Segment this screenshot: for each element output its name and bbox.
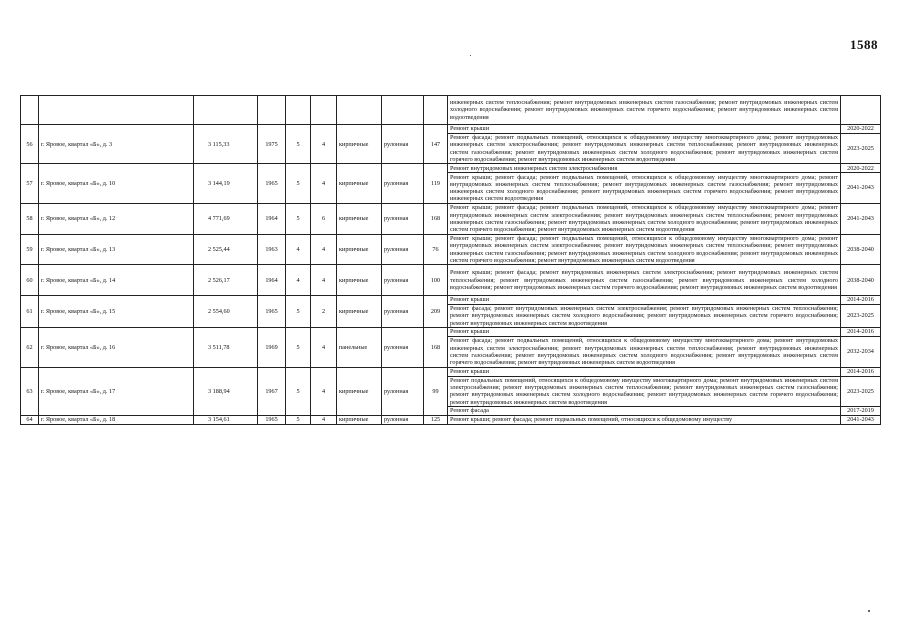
cell-period: 2020-2022	[841, 125, 881, 134]
cell-floors: 5	[286, 125, 311, 164]
cell-address	[39, 96, 194, 125]
cell-year: 1964	[258, 265, 286, 296]
cell-period: 2023-2025	[841, 304, 881, 327]
cell-roof: рулонная	[382, 328, 424, 367]
cell-roof: рулонная	[382, 296, 424, 328]
cell-roof: рулонная	[382, 164, 424, 203]
cell-work: Ремонт фасада; ремонт подвальных помещений, относящихся к общедомовому имуществу многоквартирного дома; ремонт внутридомовых инженерных систем электроснабжения; ремонт внутридомовых инженерных систем теплоснабжения; ремонт внутридомовых инженерных систем газоснабжения; ремонт внутридомовых инженерных систем холодного водоснабжения; ремонт внутридомовых инженерных систем горячего водоснабжения; ремонт внутридомовых инженерных систем водоотведения	[448, 133, 841, 164]
cell-entrances: 4	[311, 328, 337, 367]
cell-work: Ремонт подвальных помещений, относящихся к общедомовому имуществу многоквартирного дома; ремонт внутридомовых инженерных систем электроснабжения; ремонт внутридомовых инженерных систем теплоснабжения; ремонт внутридомовых инженерных систем газоснабжения; ремонт внутридомовых инженерных систем холодного водоснабжения; ремонт внутридомовых инженерных систем горячего водоснабжения; ремонт внутридомовых инженерных систем водоотведения	[448, 376, 841, 407]
cell-residents: 99	[424, 367, 448, 415]
cell-year: 1964	[258, 203, 286, 234]
cell-period: 2038-2040	[841, 234, 881, 265]
cell-floors: 5	[286, 296, 311, 328]
cell-work: Ремонт фасада	[448, 407, 841, 416]
cell-period	[841, 96, 881, 125]
cell-work: инженерных систем теплоснабжения; ремонт внутридомовых инженерных систем газоснабжения; ремонт внутридомовых инженерных систем холодного водоснабжения; ремонт внутридомовых инженерных систем горячего водоснабжения; ремонт внутридомовых инженерных систем водоотведения	[448, 96, 841, 125]
cell-wall: кирпичные	[337, 164, 382, 203]
cell-entrances	[311, 96, 337, 125]
cell-residents: 76	[424, 234, 448, 265]
cell-area	[194, 96, 258, 125]
cell-floors: 4	[286, 234, 311, 265]
table-row	[21, 265, 881, 296]
cell-period: 2020-2022	[841, 164, 881, 173]
table-row	[21, 203, 881, 234]
cell-num: 56	[21, 125, 39, 164]
cell-year: 1965	[258, 296, 286, 328]
cell-floors: 5	[286, 203, 311, 234]
cell-period: 2038-2040	[841, 265, 881, 296]
cell-entrances: 6	[311, 203, 337, 234]
cell-area: 2 554,60	[194, 296, 258, 328]
cell-roof: рулонная	[382, 367, 424, 415]
cell-address: г. Яровое, квартал «Б», д. 14	[39, 265, 194, 296]
cell-work: Ремонт крыши; ремонт фасада; ремонт подвальных помещений, относящихся к общедомовому имуществу многоквартирного дома; ремонт внутридомовых инженерных систем теплоснабжения; ремонт внутридомовых инженерных систем газоснабжения; ремонт внутридомовых инженерных систем холодного водоснабжения; ремонт внутридомовых инженерных систем горячего водоснабжения; ремонт внутридомовых инженерных систем водоотведения	[448, 173, 841, 204]
table-row	[21, 164, 881, 173]
cell-year: 1965	[258, 164, 286, 203]
cell-work: Ремонт крыши	[448, 328, 841, 337]
cell-entrances: 4	[311, 265, 337, 296]
cell-period: 2014-2016	[841, 296, 881, 305]
cell-work: Ремонт крыши; ремонт фасада; ремонт подвальных помещений, относящихся к общедомовому имуществу	[448, 415, 841, 424]
continuation-row	[21, 96, 881, 125]
cell-area: 2 526,17	[194, 265, 258, 296]
cell-work: Ремонт крыши	[448, 367, 841, 376]
cell-floors: 5	[286, 415, 311, 424]
cell-work: Ремонт фасада; ремонт внутридомовых инженерных систем электроснабжения; ремонт внутридомовых инженерных систем теплоснабжения; ремонт внутридомовых инженерных систем холодного водоснабжения; ремонт внутридомовых инженерных систем горячего водоснабжения; ремонт внутридомовых инженерных систем водоотведения	[448, 304, 841, 327]
page-number: 1588	[850, 37, 878, 52]
cell-floors: 5	[286, 164, 311, 203]
table-row	[21, 234, 881, 265]
cell-residents: 125	[424, 415, 448, 424]
register-body	[21, 96, 881, 425]
cell-floors	[286, 96, 311, 125]
cell-address: г. Яровое, квартал «Б», д. 3	[39, 125, 194, 164]
cell-year: 1965	[258, 415, 286, 424]
cell-period: 2041-2043	[841, 173, 881, 204]
cell-entrances: 2	[311, 296, 337, 328]
cell-work: Ремонт крыши; ремонт фасада; ремонт внутридомовых инженерных систем электроснабжения; ремонт внутридомовых инженерных систем теплоснабжения; ремонт внутридомовых инженерных систем газоснабжения; ремонт внутридомовых инженерных систем холодного водоснабжения; ремонт внутридомовых инженерных систем горячего водоснабжения; ремонт внутридомовых инженерных систем водоотведения	[448, 265, 841, 296]
cell-roof: рулонная	[382, 125, 424, 164]
cell-num: 60	[21, 265, 39, 296]
cell-period: 2023-2025	[841, 133, 881, 164]
cell-wall: кирпичные	[337, 415, 382, 424]
cell-work: Ремонт крыши; ремонт фасада; ремонт подвальных помещений, относящихся к общедомовому имуществу многоквартирного дома; ремонт внутридомовых инженерных систем электроснабжения; ремонт внутридомовых инженерных систем теплоснабжения; ремонт внутридомовых инженерных систем газоснабжения; ремонт внутридомовых инженерных систем холодного водоснабжения; ремонт внутридомовых инженерных систем горячего водоснабжения; ремонт внутридомовых инженерных систем водоотведения	[448, 203, 841, 234]
table-row	[21, 125, 881, 134]
cell-num: 63	[21, 367, 39, 415]
cell-area: 2 525,44	[194, 234, 258, 265]
cell-entrances: 4	[311, 415, 337, 424]
housing-register-table	[20, 95, 881, 425]
cell-address: г. Яровое, квартал «Б», д. 12	[39, 203, 194, 234]
table-row	[21, 415, 881, 424]
cell-period: 2041-2043	[841, 203, 881, 234]
cell-address: г. Яровое, квартал «Б», д. 10	[39, 164, 194, 203]
scan-speck	[470, 55, 471, 56]
cell-period: 2032-2034	[841, 337, 881, 368]
cell-entrances: 4	[311, 234, 337, 265]
cell-wall: кирпичные	[337, 203, 382, 234]
cell-period: 2023-2025	[841, 376, 881, 407]
cell-floors: 5	[286, 328, 311, 367]
cell-roof: рулонная	[382, 234, 424, 265]
cell-year: 1963	[258, 234, 286, 265]
cell-period: 2014-2016	[841, 328, 881, 337]
cell-year: 1969	[258, 328, 286, 367]
cell-entrances: 4	[311, 125, 337, 164]
table-row	[21, 367, 881, 376]
cell-area: 3 154,61	[194, 415, 258, 424]
cell-wall	[337, 96, 382, 125]
cell-address: г. Яровое, квартал «Б», д. 15	[39, 296, 194, 328]
cell-wall: панельные	[337, 328, 382, 367]
cell-entrances: 4	[311, 367, 337, 415]
cell-residents: 168	[424, 328, 448, 367]
cell-year	[258, 96, 286, 125]
cell-period: 2017-2019	[841, 407, 881, 416]
cell-work: Ремонт фасада; ремонт подвальных помещений, относящихся к общедомовому имуществу многоквартирного дома; ремонт внутридомовых инженерных систем электроснабжения; ремонт внутридомовых инженерных систем теплоснабжения; ремонт внутридомовых инженерных систем газоснабжения; ремонт внутридомовых инженерных систем холодного водоснабжения; ремонт внутридомовых инженерных систем горячего водоснабжения; ремонт внутридомовых инженерных систем водоотведения	[448, 337, 841, 368]
cell-wall: кирпичные	[337, 265, 382, 296]
cell-wall: кирпичные	[337, 125, 382, 164]
table-row	[21, 328, 881, 337]
cell-year: 1967	[258, 367, 286, 415]
cell-area: 3 188,94	[194, 367, 258, 415]
cell-num: 61	[21, 296, 39, 328]
cell-num: 58	[21, 203, 39, 234]
cell-floors: 4	[286, 265, 311, 296]
cell-residents: 209	[424, 296, 448, 328]
cell-work: Ремонт крыши	[448, 296, 841, 305]
cell-wall: кирпичные	[337, 296, 382, 328]
cell-roof	[382, 96, 424, 125]
cell-entrances: 4	[311, 164, 337, 203]
cell-area: 3 144,19	[194, 164, 258, 203]
cell-residents: 168	[424, 203, 448, 234]
cell-wall: кирпичные	[337, 234, 382, 265]
cell-num: 57	[21, 164, 39, 203]
cell-residents: 147	[424, 125, 448, 164]
cell-floors: 5	[286, 367, 311, 415]
cell-work: Ремонт крыши	[448, 125, 841, 134]
cell-year: 1975	[258, 125, 286, 164]
cell-num: 59	[21, 234, 39, 265]
cell-address: г. Яровое, квартал «Б», д. 17	[39, 367, 194, 415]
cell-roof: рулонная	[382, 415, 424, 424]
cell-address: г. Яровое, квартал «Б», д. 13	[39, 234, 194, 265]
cell-num: 64	[21, 415, 39, 424]
cell-work: Ремонт крыши; ремонт фасада; ремонт подвальных помещений, относящихся к общедомовому имуществу многоквартирного дома; ремонт внутридомовых инженерных систем электроснабжения; ремонт внутридомовых инженерных систем теплоснабжения; ремонт внутридомовых инженерных систем газоснабжения; ремонт внутридомовых инженерных систем холодного водоснабжения; ремонт внутридомовых инженерных систем горячего водоснабжения; ремонт внутридомовых инженерных систем водоотведения	[448, 234, 841, 265]
cell-work: Ремонт внутридомовых инженерных систем электроснабжения	[448, 164, 841, 173]
cell-roof: рулонная	[382, 265, 424, 296]
cell-roof: рулонная	[382, 203, 424, 234]
cell-address: г. Яровое, квартал «Б», д. 16	[39, 328, 194, 367]
cell-period: 2014-2016	[841, 367, 881, 376]
cell-area: 4 771,69	[194, 203, 258, 234]
cell-residents: 119	[424, 164, 448, 203]
cell-address: г. Яровое, квартал «Б», д. 18	[39, 415, 194, 424]
cell-area: 3 115,33	[194, 125, 258, 164]
scan-speck	[868, 610, 870, 612]
cell-num	[21, 96, 39, 125]
table-row	[21, 296, 881, 305]
cell-wall: кирпичные	[337, 367, 382, 415]
cell-residents	[424, 96, 448, 125]
cell-period: 2041-2043	[841, 415, 881, 424]
cell-num: 62	[21, 328, 39, 367]
cell-area: 3 511,78	[194, 328, 258, 367]
cell-residents: 100	[424, 265, 448, 296]
